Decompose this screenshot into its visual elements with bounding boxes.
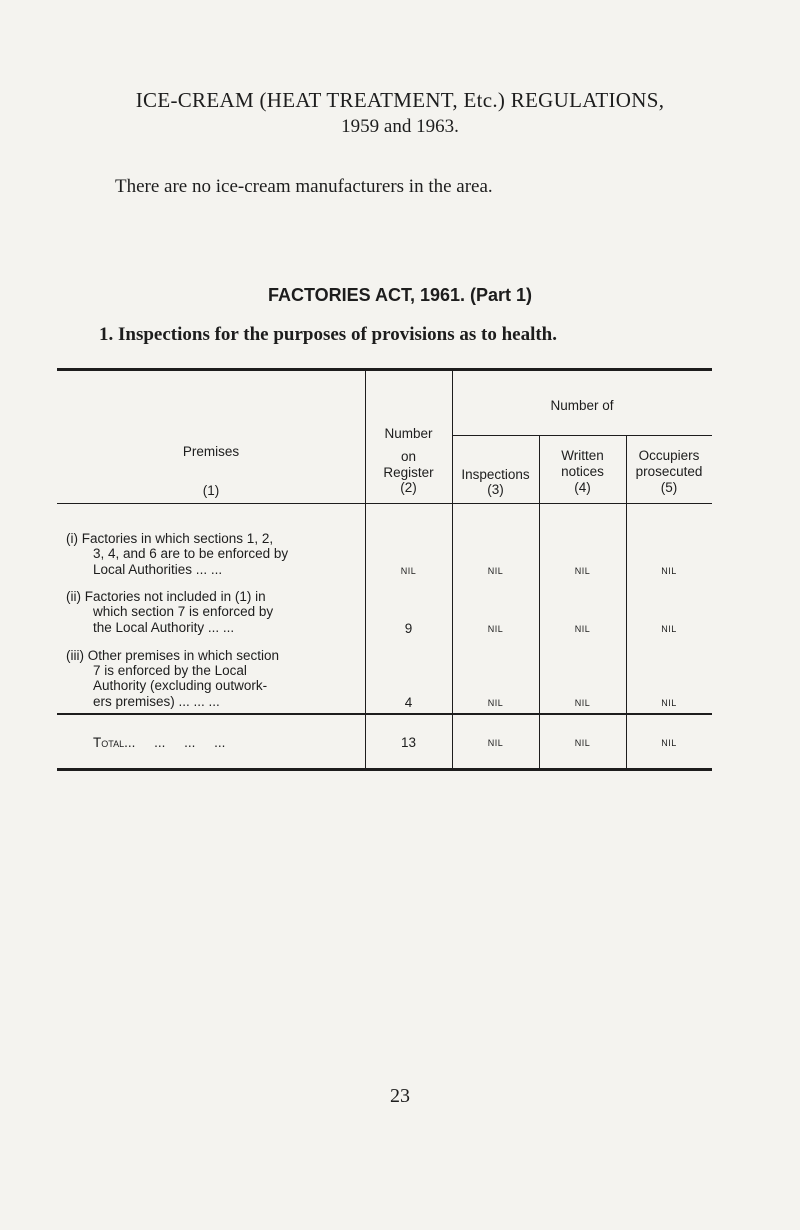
inspections-cell: NIL — [487, 624, 504, 634]
notices-cell: NIL — [574, 624, 591, 634]
inspections-cell: NIL — [487, 698, 504, 708]
regulations-title: ICE-CREAM (HEAT TREATMENT, Etc.) REGULATIONS, — [135, 88, 665, 112]
total-label: Total... ... ... ... — [93, 735, 226, 750]
header-notices-line1: Written — [561, 448, 604, 463]
row-label-line: the Local Authority ... ... — [93, 620, 235, 635]
header-prosecuted-num: (5) — [660, 480, 678, 495]
total-top-rule — [57, 713, 712, 715]
section-title: 1. Inspections for the purposes of provisions as to health. — [99, 324, 557, 345]
total-notices-cell: NIL — [574, 738, 591, 748]
header-register-line3: Register — [383, 465, 434, 480]
prosecuted-cell: NIL — [661, 698, 677, 708]
header-inspections: Inspections — [461, 467, 530, 482]
notices-cell: NIL — [574, 566, 591, 576]
notices-cell: NIL — [574, 698, 591, 708]
total-prosecuted-cell: NIL — [661, 738, 677, 748]
row-label-line: Local Authorities ... ... — [93, 562, 223, 577]
row-label-line: (iii) Other premises in which section — [66, 648, 280, 663]
row-label-line: 7 is enforced by the Local — [93, 663, 247, 678]
row-label-line: which section 7 is enforced by — [93, 604, 274, 619]
header-register-line2: on — [400, 449, 417, 464]
prosecuted-cell: NIL — [661, 624, 677, 634]
register-cell: 4 — [404, 695, 413, 710]
header-prosecuted-line2: prosecuted — [635, 464, 703, 479]
header-prosecuted-line1: Occupiers — [638, 448, 700, 463]
total-register-cell: 13 — [400, 735, 417, 750]
header-register-num: (2) — [400, 480, 417, 495]
row-label-line: ers premises) ... ... ... — [93, 694, 220, 709]
table-top-rule — [57, 368, 712, 371]
group-header-rule — [452, 435, 712, 436]
header-premises-num: (1) — [202, 483, 220, 498]
group-header: Number of — [550, 398, 614, 413]
page-number: 23 — [390, 1085, 410, 1107]
inspections-cell: NIL — [487, 566, 504, 576]
row-label-line: Authority (excluding outwork- — [93, 678, 268, 693]
header-notices-num: (4) — [574, 480, 591, 495]
header-premises: Premises — [182, 444, 240, 459]
register-cell: 9 — [404, 621, 413, 636]
header-bottom-rule — [57, 503, 712, 504]
total-inspections-cell: NIL — [487, 738, 504, 748]
factories-act-heading: FACTORIES ACT, 1961. (Part 1) — [267, 285, 533, 305]
prosecuted-cell: NIL — [661, 566, 677, 576]
intro-text: There are no ice-cream manufacturers in the area. — [115, 176, 493, 197]
header-notices-line2: notices — [561, 464, 604, 479]
register-cell: NIL — [400, 566, 417, 576]
table-bottom-rule — [57, 768, 712, 771]
row-label-line: (ii) Factories not included in (1) in — [66, 589, 266, 604]
header-inspections-num: (3) — [487, 482, 504, 497]
regulations-years: 1959 and 1963. — [341, 116, 459, 137]
row-label-line: (i) Factories in which sections 1, 2, — [66, 531, 274, 546]
header-register-line1: Number — [384, 426, 433, 441]
row-label-line: 3, 4, and 6 are to be enforced by — [93, 546, 289, 561]
